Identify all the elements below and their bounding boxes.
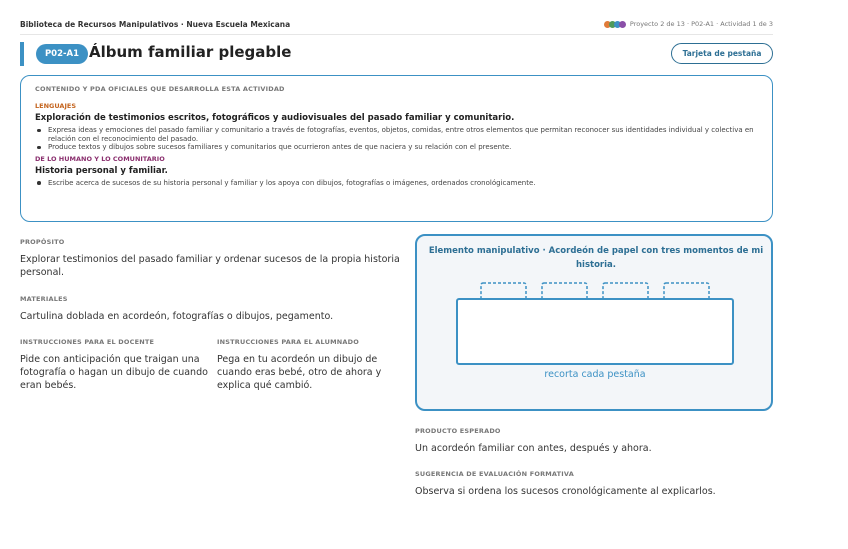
library-title: Biblioteca de Recursos Manipulativos · Nueva Escuela Mexicana [20, 20, 291, 29]
cut-caption: recorta cada pestaña [544, 369, 646, 380]
materiales-label: MATERIALES [20, 295, 68, 303]
pda-item: Expresa ideas y emociones del pasado familiar y comunitario a través de fotografías, eventos, objetos, comidas, entre otros elementos que permitan reconocer sus identidades individual y colectiva en relación con el reconocimiento del pasado. [35, 126, 758, 143]
proposito-label: PROPÓSITO [20, 238, 65, 246]
alumnado-label: INSTRUCCIONES PARA EL ALUMNADO [217, 338, 359, 346]
area-humano-comunitario: DE LO HUMANO Y LO COMUNITARIO [35, 154, 165, 163]
top-bar [20, 19, 773, 35]
pda-list-lenguajes [35, 126, 758, 152]
manipulative-title: Elemento manipulativo · Acordeón de papel con tres momentos de mi historia. [428, 246, 764, 270]
contenido-pda-box [20, 75, 773, 222]
area-lenguajes: LENGUAJES [35, 102, 77, 110]
activity-code-badge: P02-A1 [36, 44, 88, 64]
docente-label: INSTRUCCIONES PARA EL DOCENTE [20, 338, 155, 346]
pda-list-humano [35, 179, 758, 188]
manipulative-card [415, 234, 773, 411]
progress-dots [604, 21, 626, 28]
pda-item: Escribe acerca de sucesos de su historia personal y familiar y los apoya con dibujos, fotografías o imágenes, ordenados cronológicamente. [35, 179, 758, 188]
project-meta-text: Proyecto 2 de 13 · P02-A1 · Actividad 1 de 3 [629, 20, 773, 28]
materiales-text: Cartulina doblada en acordeón, fotografías o dibujos, pegamento. [20, 311, 334, 322]
contenido-title-lenguajes: Exploración de testimonios escritos, fotográficos y audiovisuales del pasado familiar y comunitario. [35, 113, 515, 123]
project-meta [604, 20, 773, 28]
contenido-heading: CONTENIDO Y PDA OFICIALES QUE DESARROLLA ESTA ACTIVIDAD [35, 85, 285, 93]
producto-text: Un acordeón familiar con antes, después y ahora. [415, 443, 652, 454]
proposito-text: Explorar testimonios del pasado familiar y ordenar sucesos de la propia historia personal. [20, 254, 400, 278]
page-title: Álbum familiar plegable [89, 43, 292, 61]
accordion-body [457, 299, 733, 364]
evaluacion-label: SUGERENCIA DE EVALUACIÓN FORMATIVA [415, 470, 574, 478]
tab-card-button[interactable]: Tarjeta de pestaña [671, 43, 773, 64]
dot-purple [619, 21, 626, 28]
activity-header [20, 42, 773, 66]
accent-bar [20, 42, 24, 66]
producto-label: PRODUCTO ESPERADO [415, 427, 501, 435]
docente-text: Pide con anticipación que traigan una fotografía o hagan un dibujo de cuando eran bebés. [20, 354, 208, 391]
accordion-illustration [417, 236, 775, 413]
evaluacion-text: Observa si ordena los sucesos cronológicamente al explicarlos. [415, 486, 716, 497]
alumnado-text: Pega en tu acordeón un dibujo de cuando eras bebé, otro de ahora y explica qué cambió. [217, 354, 382, 391]
contenido-title-humano: Historia personal y familiar. [35, 165, 168, 176]
pda-item: Produce textos y dibujos sobre sucesos familiares y comunitarios que ocurrieron antes de que naciera y su relación con el presente. [35, 143, 758, 152]
